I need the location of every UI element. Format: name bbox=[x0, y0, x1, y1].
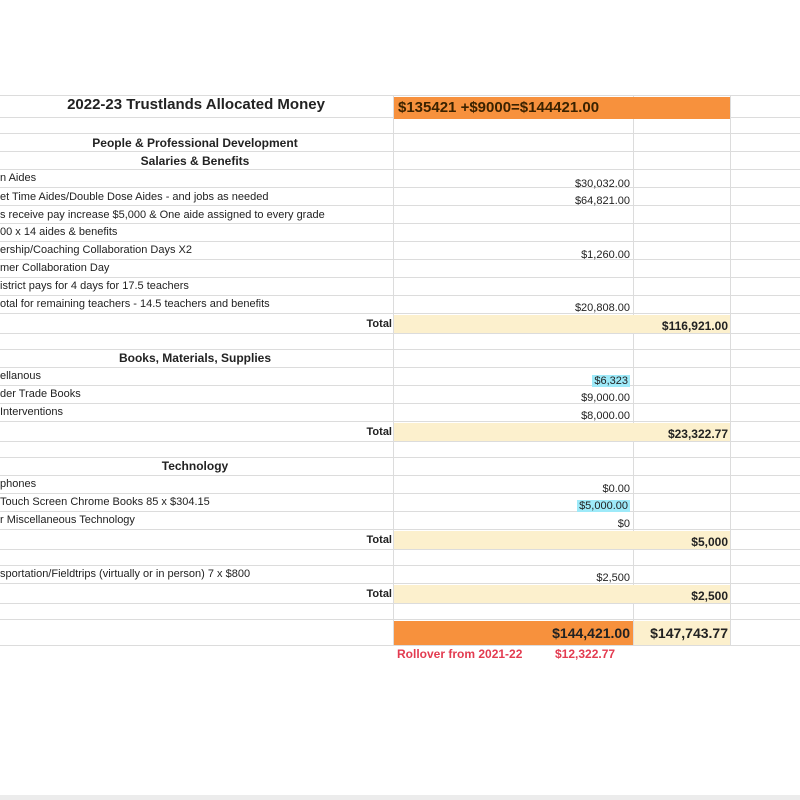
grid-line bbox=[0, 277, 800, 278]
row-desc: phones bbox=[0, 478, 37, 490]
row-desc: ellanous bbox=[0, 370, 41, 382]
total-label: Total bbox=[366, 426, 392, 438]
grid-line bbox=[0, 619, 800, 620]
total-value-technology: $5,000 bbox=[691, 535, 728, 549]
header-formula-cell bbox=[394, 97, 730, 119]
grid-line bbox=[0, 295, 800, 296]
grid-line bbox=[0, 457, 800, 458]
grand-total-with-rollover: $147,743.77 bbox=[650, 625, 728, 641]
grid-line bbox=[0, 565, 800, 566]
total-value-people: $116,921.00 bbox=[661, 319, 728, 333]
highlighted-amount: $5,000.00 bbox=[579, 500, 628, 512]
grid-line bbox=[0, 333, 800, 334]
row-desc: otal for remaining teachers - 14.5 teachers and benefits bbox=[0, 298, 270, 310]
grid-line bbox=[0, 475, 800, 476]
total-value-transport: $2,500 bbox=[691, 589, 728, 603]
row-desc: s receive pay increase $5,000 & One aide assigned to every grade bbox=[0, 209, 325, 221]
row-desc: r Miscellaneous Technology bbox=[0, 514, 135, 526]
grid-line bbox=[0, 603, 800, 604]
grid-line bbox=[0, 223, 800, 224]
grid-line bbox=[0, 151, 800, 152]
row-amount: $2,500 bbox=[596, 572, 630, 584]
grid-line bbox=[633, 95, 634, 645]
row-amount: $30,032.00 bbox=[574, 178, 630, 190]
grid-line bbox=[0, 349, 800, 350]
row-desc: sportation/Fieldtrips (virtually or in person) 7 x $800 bbox=[0, 568, 251, 580]
highlighted-amount: $6,323 bbox=[594, 375, 628, 387]
row-amount bbox=[395, 499, 630, 513]
section-heading-technology: Technology bbox=[161, 459, 229, 473]
row-amount: $8,000.00 bbox=[581, 410, 630, 422]
row-amount: $0.00 bbox=[602, 483, 630, 495]
row-desc: 00 x 14 aides & benefits bbox=[0, 226, 118, 238]
row-desc: Interventions bbox=[0, 406, 63, 418]
row-desc: mer Collaboration Day bbox=[0, 262, 110, 274]
grid-line bbox=[730, 95, 731, 645]
rollover-label: Rollover from 2021-22 bbox=[397, 647, 523, 661]
row-desc: der Trade Books bbox=[0, 388, 81, 400]
row-amount bbox=[395, 374, 630, 388]
grid-line bbox=[0, 169, 800, 170]
row-amount: $9,000.00 bbox=[581, 392, 630, 404]
total-value-books: $23,322.77 bbox=[667, 427, 728, 441]
row-amount: $20,808.00 bbox=[574, 302, 630, 314]
sheet-title: 2022-23 Trustlands Allocated Money bbox=[67, 96, 325, 113]
grid-line bbox=[0, 133, 800, 134]
total-label: Total bbox=[366, 534, 392, 546]
scan-edge bbox=[0, 795, 800, 800]
grand-total-allocated: $144,421.00 bbox=[552, 625, 630, 641]
section-heading-books: Books, Materials, Supplies bbox=[118, 351, 272, 365]
rollover-amount: $12,322.77 bbox=[555, 647, 616, 661]
row-desc: n Aides bbox=[0, 172, 37, 184]
row-desc: ership/Coaching Collaboration Days X2 bbox=[0, 244, 192, 256]
total-label: Total bbox=[366, 318, 392, 330]
row-desc: et Time Aides/Double Dose Aides - and jobs as needed bbox=[0, 191, 269, 203]
row-amount: $64,821.00 bbox=[574, 195, 630, 207]
grid-line bbox=[0, 441, 800, 442]
row-desc: istrict pays for 4 days for 17.5 teachers bbox=[0, 280, 189, 292]
grid-line bbox=[393, 95, 394, 645]
grid-line bbox=[0, 367, 800, 368]
row-desc: Touch Screen Chrome Books 85 x $304.15 bbox=[0, 496, 210, 508]
total-label: Total bbox=[366, 588, 392, 600]
header-formula: $135421 +$9000=$144421.00 bbox=[398, 99, 600, 116]
section-subheading-salaries: Salaries & Benefits bbox=[140, 154, 250, 168]
grid-line bbox=[0, 645, 800, 646]
grid-line bbox=[0, 549, 800, 550]
grid-line bbox=[0, 241, 800, 242]
row-amount: $0 bbox=[617, 518, 630, 530]
section-heading-people: People & Professional Development bbox=[92, 136, 298, 150]
row-amount: $1,260.00 bbox=[581, 249, 630, 261]
